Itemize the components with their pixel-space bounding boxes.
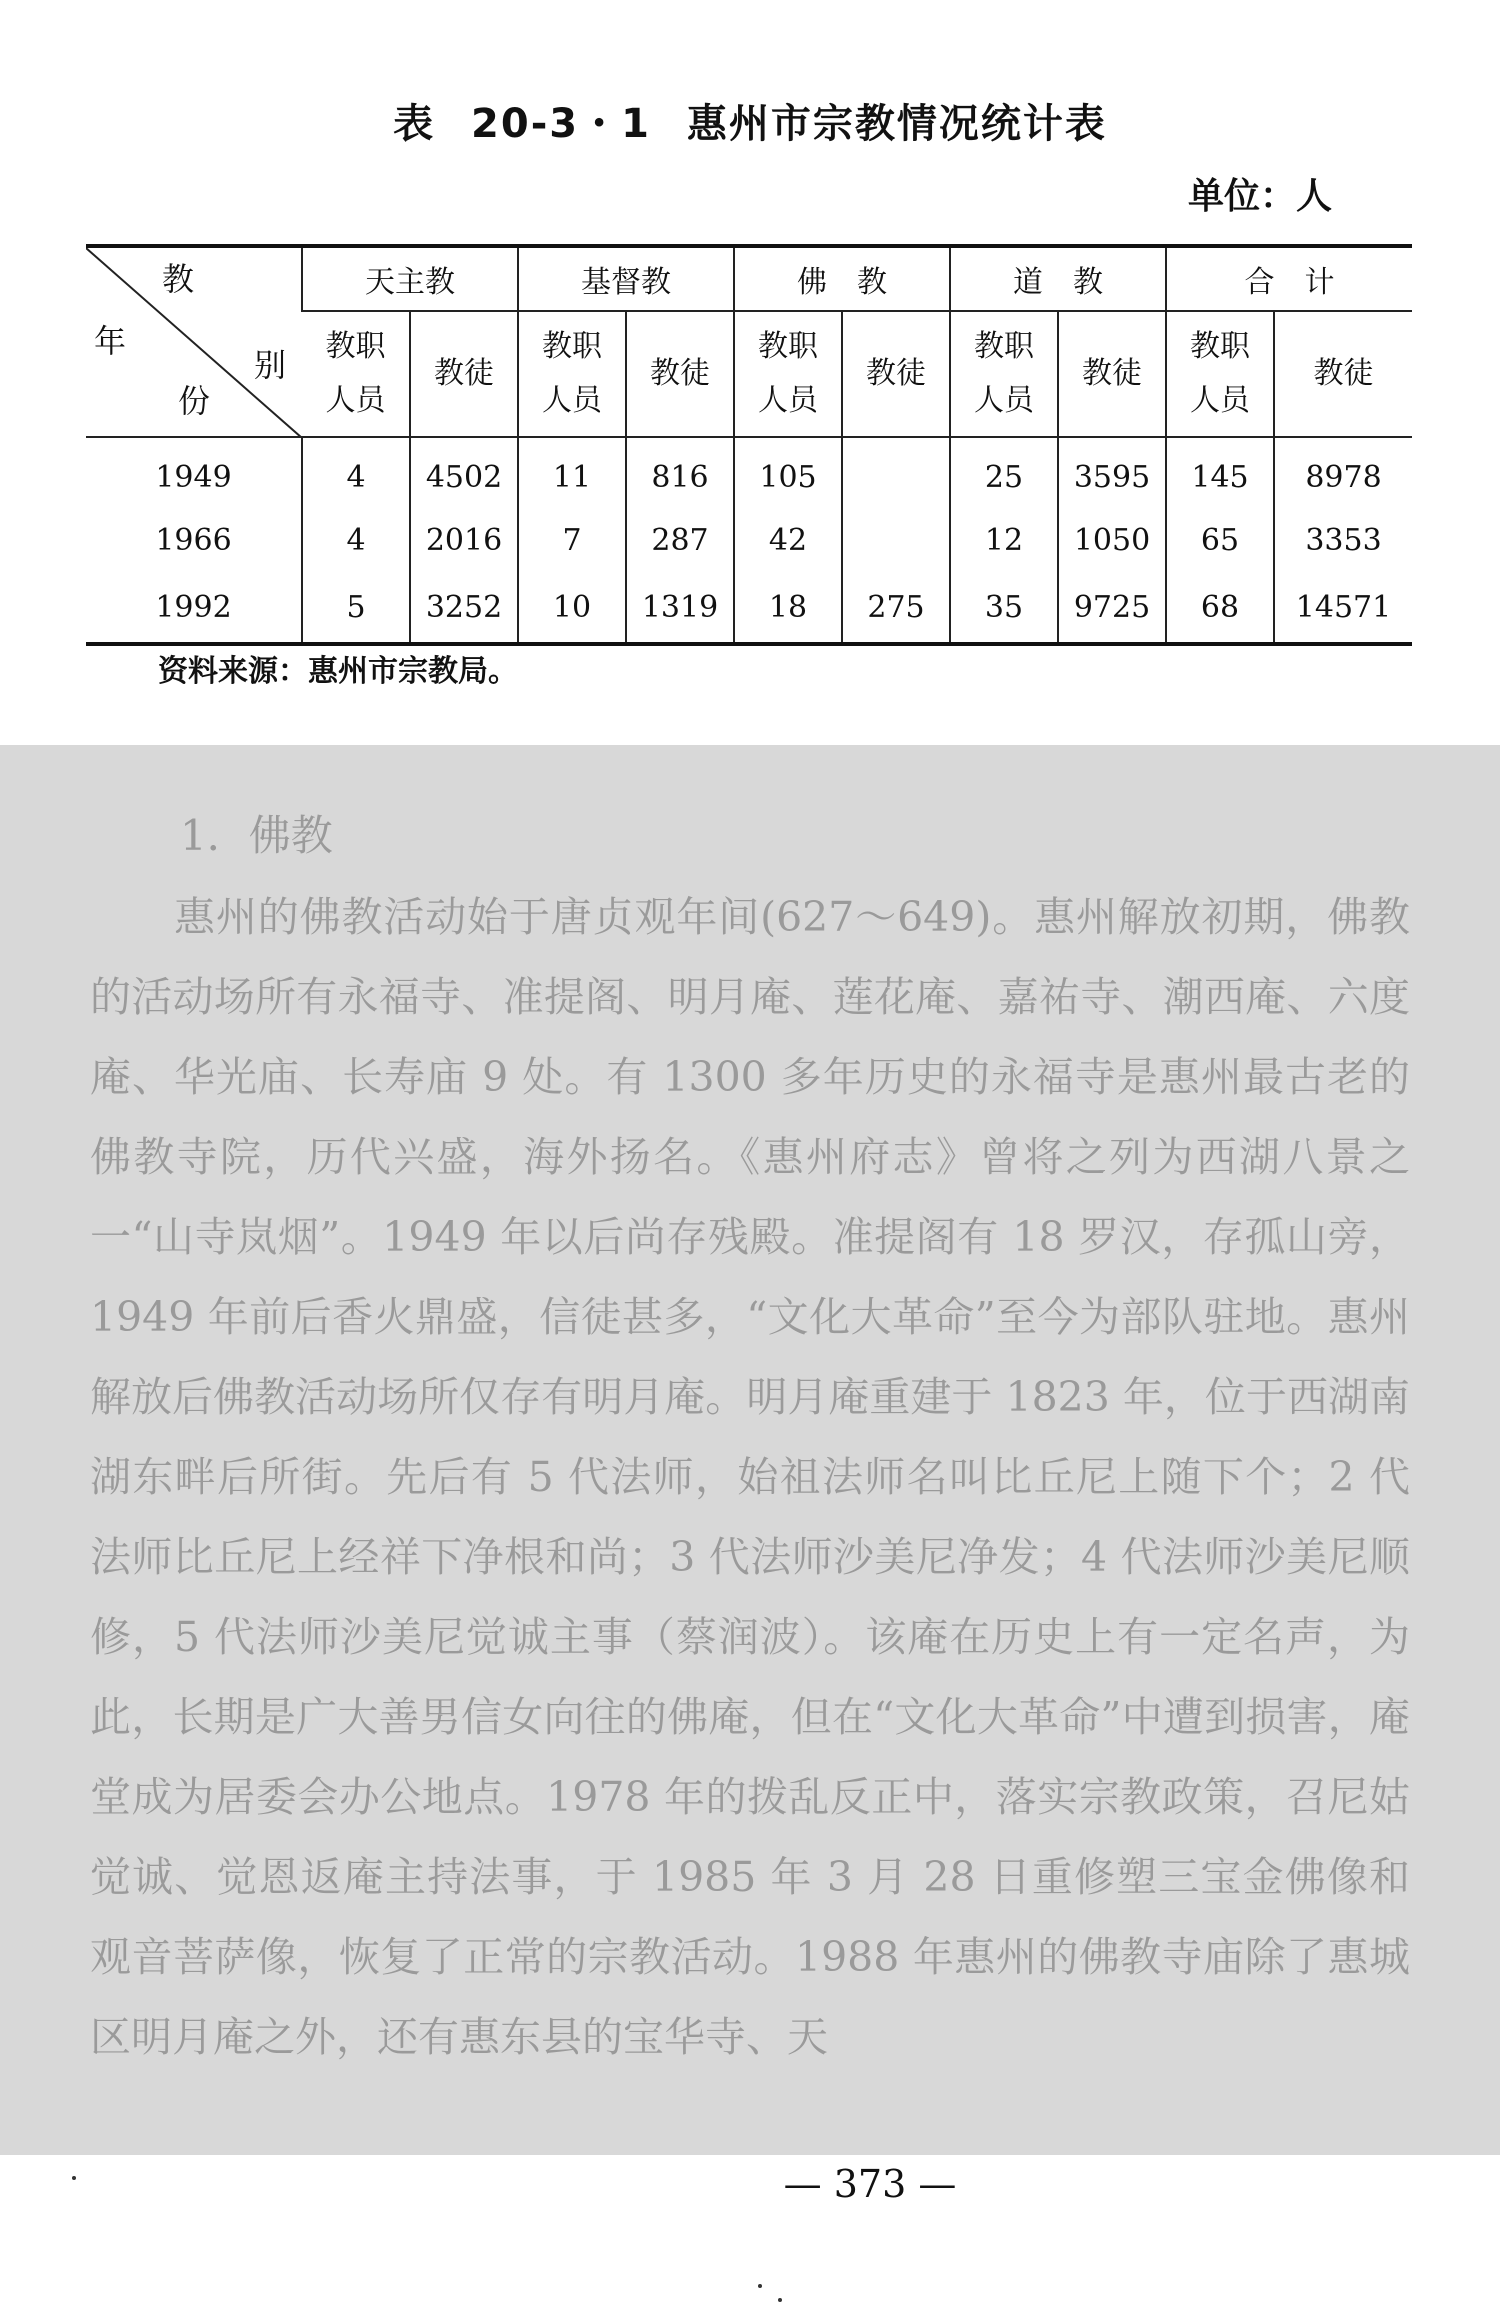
- body-paragraph: 惠州的佛教活动始于唐贞观年间(627～649)。惠州解放初期，佛教的活动场所有永福寺、准提阁、明月庵、莲花庵、嘉祐寺、潮西庵、六度庵、华光庙、长寿庙 9 处。有 1300 多年历史的永福寺是惠州最古老的佛教寺院，历代兴盛，海外扬名。《惠州府志》曾将之列为西湖八景之一“山寺岚烟”。1949 年以后尚存残殿。准提阁有 18 罗汉，存孤山旁，1949 年前后香火鼎盛，信徒甚多，“文化大革命”至今为部队驻地。惠州解放后佛教活动场所仅存有明月庵。明月庵重建于 1823 年，位于西湖南湖东畔后所街。先后有 5 代法师，始祖法师名叫比丘尼上随下个；2 代法师比丘尼上经祥下净根和尚；3 代法师沙美尼净发；4 代法师沙美尼顺修，5 代法师沙美尼觉诚主事（蔡润波）。该庵在历史上有一定名声，为此，长期是广大善男信女向往的佛庵，但在“文化大革命”中遭到损害，庵堂成为居委会办公地点。1978 年的拨乱反正中，落实宗教政策，召尼姑觉诚、觉恩返庵主持法事，于 1985 年 3 月 28 日重修塑三宝金佛像和观音菩萨像，恢复了正常的宗教活动。1988 年惠州的佛教寺庙除了惠城区明月庵之外，还有惠东县的宝华寺、天: [90, 893, 1410, 2061]
- table-section: [0, 0, 1500, 745]
- unit-label: 单位：人: [1187, 176, 1332, 217]
- subheader-believers: 教徒: [626, 311, 734, 437]
- table-cell: 287: [626, 509, 734, 572]
- table-cell: 25: [950, 437, 1058, 509]
- table-cell: 35: [950, 572, 1058, 644]
- header-catholic: 天主教: [302, 246, 518, 311]
- corner-label-religion: 教: [162, 260, 195, 298]
- table-cell: 4: [302, 437, 410, 509]
- table-cell: 3353: [1274, 509, 1412, 572]
- table-cell: [842, 437, 950, 509]
- header-total: 合 计: [1166, 246, 1412, 311]
- table-cell: 4502: [410, 437, 518, 509]
- header-protestant: 基督教: [518, 246, 734, 311]
- subheader-clergy: 教职 人员: [302, 311, 410, 437]
- year-cell: 1992: [86, 572, 302, 644]
- scan-specks: [0, 2160, 1500, 2310]
- corner-label-period: 份: [178, 382, 211, 420]
- year-cell: 1966: [155, 523, 232, 558]
- table-row: [86, 437, 1412, 509]
- body-text-section: [0, 745, 1500, 2155]
- table-cell: 12: [950, 509, 1058, 572]
- table-cell: 14571: [1274, 572, 1412, 644]
- year-cell: 1949: [155, 460, 232, 495]
- table-cell: 18: [734, 572, 842, 644]
- table-cell: 65: [1166, 509, 1274, 572]
- section-heading: 1．佛教: [180, 811, 333, 860]
- corner-header: [86, 246, 302, 437]
- corner-label-year: 年: [94, 322, 127, 360]
- table-cell: 145: [1166, 437, 1274, 509]
- subheader-believers: 教徒: [842, 311, 950, 437]
- table-cell: 7: [518, 509, 626, 572]
- table-cell: [842, 509, 950, 572]
- subheader-believers: 教徒: [1274, 311, 1412, 437]
- table-cell: 105: [734, 437, 842, 509]
- table-cell: 1319: [626, 572, 734, 644]
- subheader-believers: 教徒: [1058, 311, 1166, 437]
- table-cell: 8978: [1274, 437, 1412, 509]
- page-number: — 373 —: [783, 2162, 957, 2206]
- table-cell: 42: [734, 509, 842, 572]
- table-cell: 9725: [1058, 572, 1166, 644]
- subheader-clergy: 教职 人员: [950, 311, 1058, 437]
- table-cell: 2016: [410, 509, 518, 572]
- subheader-clergy: 教职 人员: [518, 311, 626, 437]
- table-cell: 3595: [1058, 437, 1166, 509]
- corner-label-type: 别: [254, 346, 287, 384]
- header-buddhism: 佛 教: [734, 246, 950, 311]
- table-cell: 5: [302, 572, 410, 644]
- table-source-note: 资料来源：惠州市宗教局。: [158, 654, 518, 689]
- table-row: [86, 509, 1412, 572]
- table-cell: 816: [626, 437, 734, 509]
- subheader-clergy: 教职 人员: [1166, 311, 1274, 437]
- table-cell: 10: [518, 572, 626, 644]
- religion-statistics-table: [86, 244, 1412, 646]
- table-title: 表 20-3・1 惠州市宗教情况统计表: [393, 101, 1107, 147]
- table-cell: 3252: [410, 572, 518, 644]
- header-taoism: 道 教: [950, 246, 1166, 311]
- subheader-believers: 教徒: [410, 311, 518, 437]
- table-cell: 275: [842, 572, 950, 644]
- table-row: [86, 572, 1412, 644]
- table-cell: 4: [302, 509, 410, 572]
- table-cell: 11: [518, 437, 626, 509]
- subheader-clergy: 教职 人员: [734, 311, 842, 437]
- table-cell: 1050: [1058, 509, 1166, 572]
- table-cell: 68: [1166, 572, 1274, 644]
